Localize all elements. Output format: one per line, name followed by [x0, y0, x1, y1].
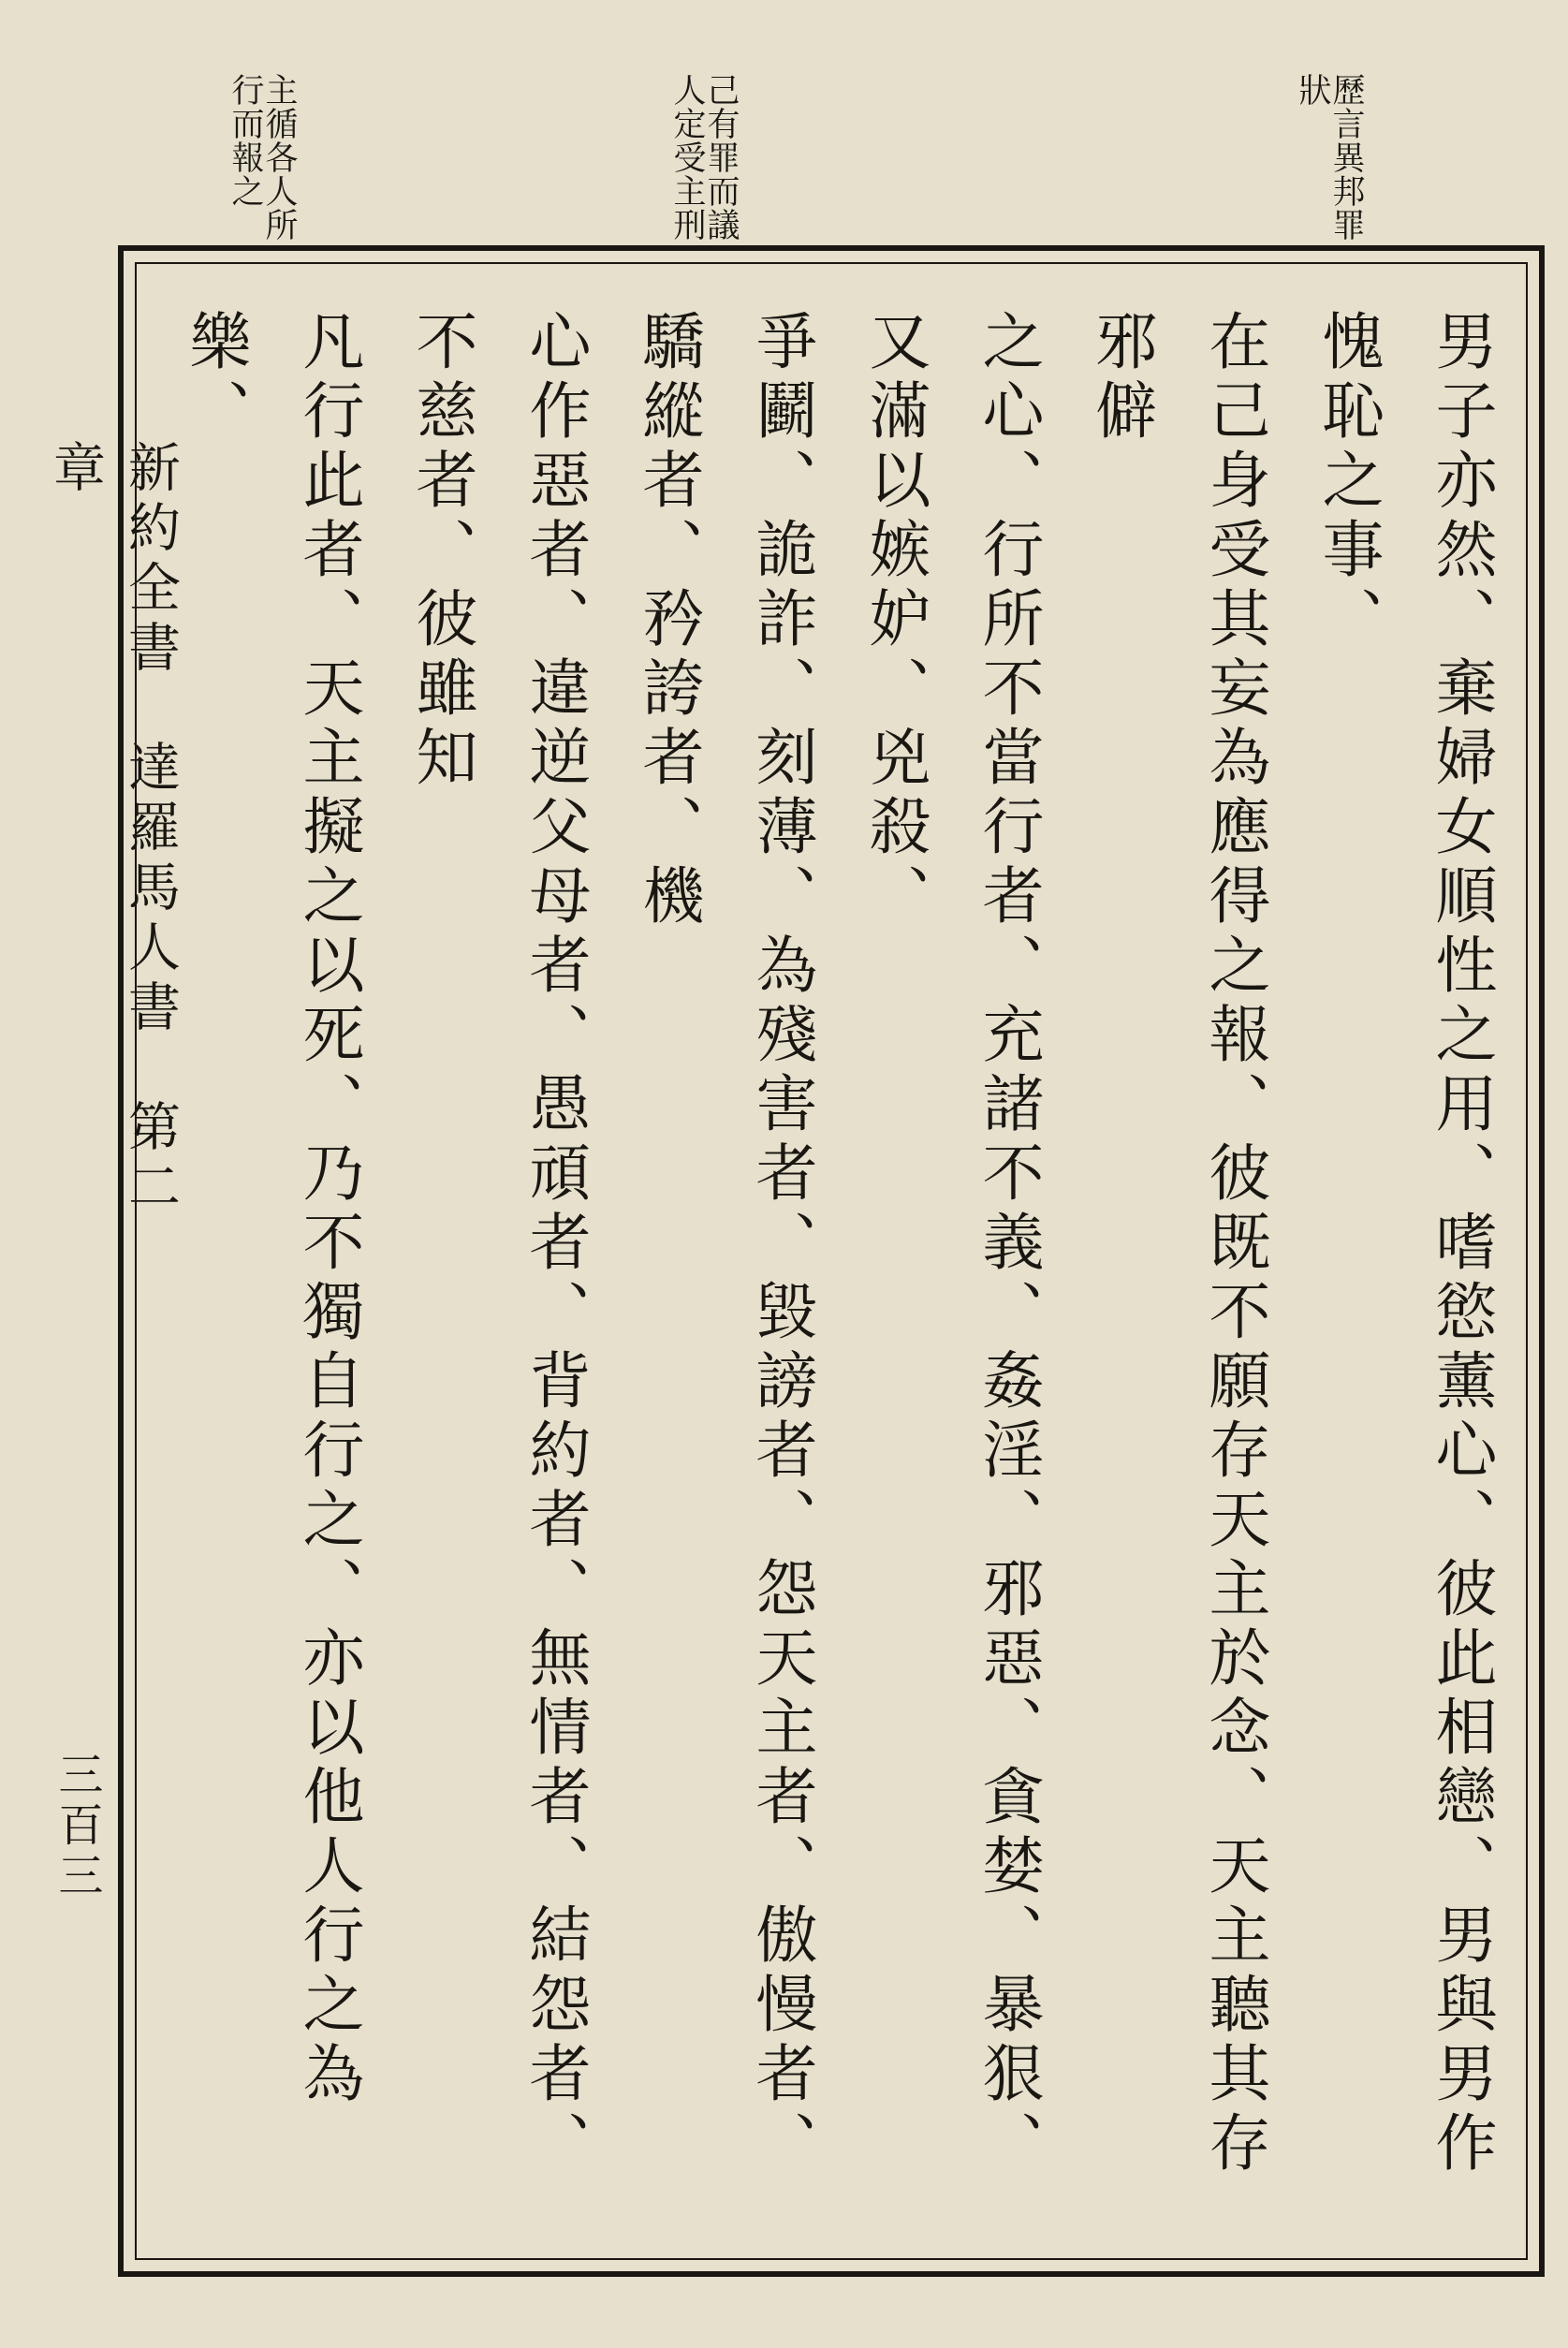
text-column: 男子亦然、棄婦女順性之用、嗜慾薰心、彼此相戀、男與男作愧恥之事、	[1312, 309, 1497, 2179]
margin-note: 歷言異邦罪狀	[1294, 73, 1365, 242]
text-column: 在己身受其妄為應得之報、彼既不願存天主於念、天主聽其存邪僻	[1085, 309, 1270, 2179]
scripture-text	[146, 309, 1517, 2238]
page-number: 三百三	[51, 1751, 103, 1902]
running-head: 新約全書 達羅馬人書 第二章	[45, 440, 181, 1219]
margin-note: 己有罪而議人定受主刑	[668, 73, 740, 242]
text-column: 凡行此者、天主擬之以死、乃不獨自行之、亦以他人行之為樂、	[179, 309, 364, 2110]
text-column: 爭鬬、詭詐、刻薄、為殘害者、毀謗者、怨天主者、傲慢者、驕縱者、矜誇者、機	[632, 309, 817, 2179]
text-column: 心作惡者、違逆父母者、愚頑者、背約者、無情者、結怨者、不慈者、彼雖知	[405, 309, 591, 2179]
margin-note: 主循各人所行而報之	[227, 73, 298, 242]
margin-notes	[0, 73, 1568, 251]
text-column: 之心、行所不當行者、充諸不義、姦淫、邪惡、貪婪、暴狠、又滿以嫉妒、兇殺、	[858, 309, 1044, 2179]
